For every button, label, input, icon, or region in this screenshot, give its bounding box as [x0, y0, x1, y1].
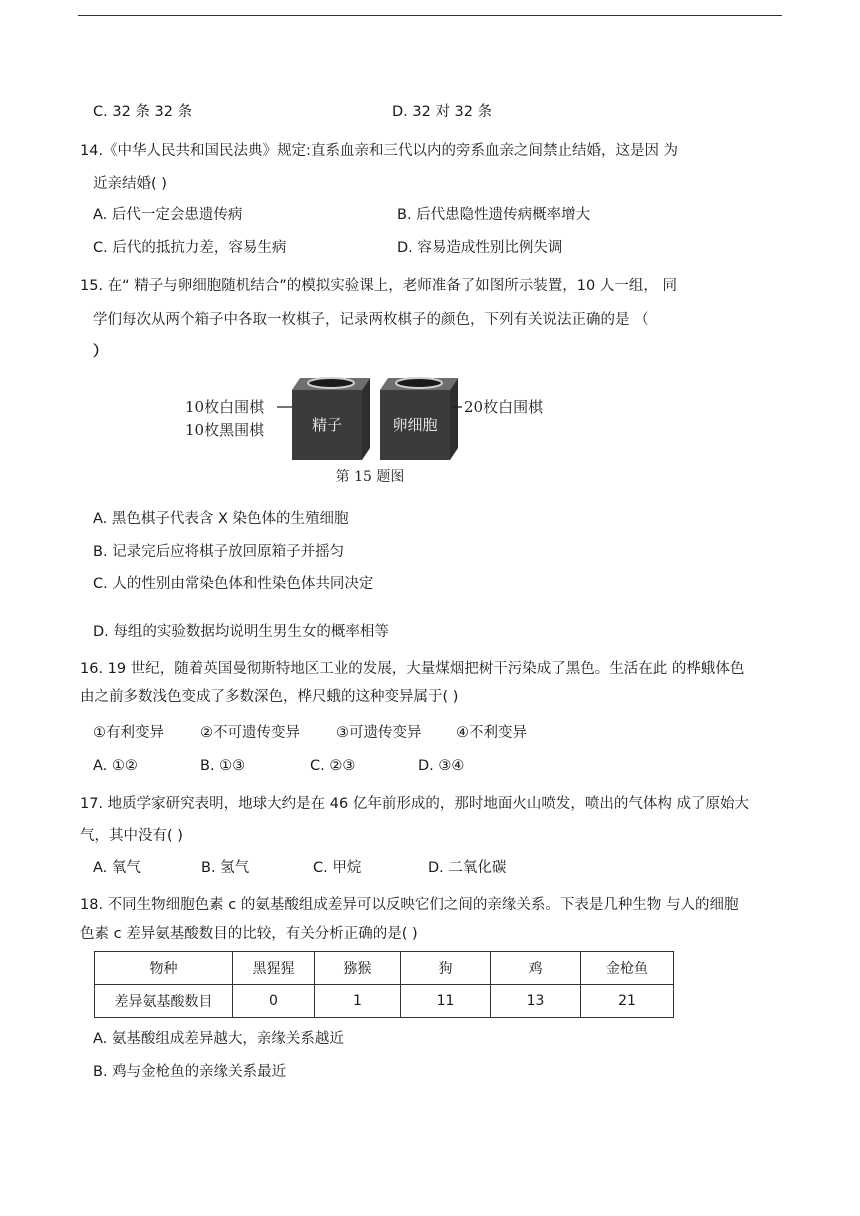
- table-cell: 11: [401, 985, 491, 1018]
- figure-right-label: 20枚白围棋: [464, 398, 544, 416]
- q15-option-b: B. 记录完后应将棋子放回原箱子并摇匀: [93, 544, 345, 560]
- q15-stem-line1: 15. 在“ 精子与卵细胞随机结合”的模拟实验课上，老师准备了如图所示装置，10 人一组， 同: [80, 278, 677, 294]
- q17-option-a: A. 氧气: [93, 860, 141, 876]
- table-header-cell: 物种: [95, 952, 233, 985]
- q15-stem-line3: ）: [93, 344, 108, 360]
- table-header-cell: 金枪鱼: [581, 952, 674, 985]
- q14-option-c: C. 后代的抵抗力差，容易生病: [93, 240, 287, 256]
- q16-item-3: ③可遗传变异: [336, 725, 422, 741]
- table-row: [95, 985, 674, 1018]
- q16-option-c: C. ②③: [310, 758, 356, 774]
- q16-item-4: ④不利变异: [456, 725, 527, 741]
- q16-option-a: A. ①②: [93, 758, 138, 774]
- figure-left-label-black: 10枚黑围棋: [185, 421, 265, 439]
- q15-stem-line2: 学们每次从两个箱子中各取一枚棋子，记录两枚棋子的颜色，下列有关说法正确的是 （: [93, 312, 649, 328]
- q14-option-d: D. 容易造成性别比例失调: [397, 240, 563, 256]
- table-header-row: [95, 952, 674, 985]
- q17-stem-line1: 17. 地质学家研究表明，地球大约是在 46 亿年前形成的，那时地面火山喷发，喷出的气体构 成了原始大: [80, 796, 749, 812]
- q13-option-d: D. 32 对 32 条: [392, 104, 493, 120]
- q15-option-a: A. 黑色棋子代表含 X 染色体的生殖细胞: [93, 511, 349, 527]
- table-header-cell: 黑猩猩: [233, 952, 315, 985]
- q15-option-c: C. 人的性别由常染色体和性染色体共同决定: [93, 576, 374, 592]
- table-cell: 1: [315, 985, 401, 1018]
- q18-option-b: B. 鸡与金枪鱼的亲缘关系最近: [93, 1064, 287, 1080]
- q16-item-2: ②不可遗传变异: [200, 725, 300, 741]
- q16-stem-line1: 16. 19 世纪，随着英国曼彻斯特地区工业的发展，大量煤烟把树干污染成了黑色。生活在此 的桦蛾体色: [80, 661, 745, 677]
- amino-acid-difference-table: [94, 951, 674, 1018]
- table-cell: 21: [581, 985, 674, 1018]
- q14-stem-line2: 近亲结婚( ): [93, 176, 167, 192]
- q17-option-b: B. 氢气: [201, 860, 250, 876]
- sperm-box: [292, 378, 370, 460]
- table-header-cell: 猕猴: [315, 952, 401, 985]
- q16-stem-line2: 由之前多数浅色变成了多数深色，桦尺蛾的这种变异属于( ): [80, 689, 459, 705]
- q18-option-a: A. 氨基酸组成差异越大，亲缘关系越近: [93, 1031, 344, 1047]
- q17-option-d: D. 二氧化碳: [428, 860, 507, 876]
- q17-stem-line2: 气，其中没有( ): [80, 828, 183, 844]
- q14-option-b: B. 后代患隐性遗传病概率增大: [397, 207, 591, 223]
- table-header-cell: 狗: [401, 952, 491, 985]
- q18-stem-line2: 色素 c 差异氨基酸数目的比较，有关分析正确的是( ): [80, 926, 418, 942]
- figure-left-label-white: 10枚白围棋: [185, 398, 265, 416]
- q14-stem-line1: 14.《中华人民共和国民法典》规定:直系血亲和三代以内的旁系血亲之间禁止结婚，这是因 为: [80, 143, 679, 159]
- table-header-cell: 鸡: [491, 952, 581, 985]
- table-cell: 差异氨基酸数目: [95, 985, 233, 1018]
- q13-option-c: C. 32 条 32 条: [93, 104, 193, 120]
- q16-option-b: B. ①③: [200, 758, 246, 774]
- q18-stem-line1: 18. 不同生物细胞色素 c 的氨基酸组成差异可以反映它们之间的亲缘关系。下表是几种生物 与人的细胞: [80, 897, 739, 913]
- q16-item-1: ①有利变异: [93, 725, 164, 741]
- q16-option-d: D. ③④: [418, 758, 465, 774]
- q17-option-c: C. 甲烷: [313, 860, 362, 876]
- egg-box-label: 卵细胞: [392, 416, 438, 434]
- sperm-box-label: 精子: [311, 416, 343, 434]
- table-cell: 13: [491, 985, 581, 1018]
- table-cell: 0: [233, 985, 315, 1018]
- egg-box: [380, 378, 458, 460]
- q14-option-a: A. 后代一定会患遗传病: [93, 207, 243, 223]
- header-rule: [78, 15, 782, 16]
- q15-figure: [180, 372, 560, 492]
- q15-option-d: D. 每组的实验数据均说明生男生女的概率相等: [93, 624, 389, 640]
- figure-caption: 第 15 题图: [335, 469, 405, 485]
